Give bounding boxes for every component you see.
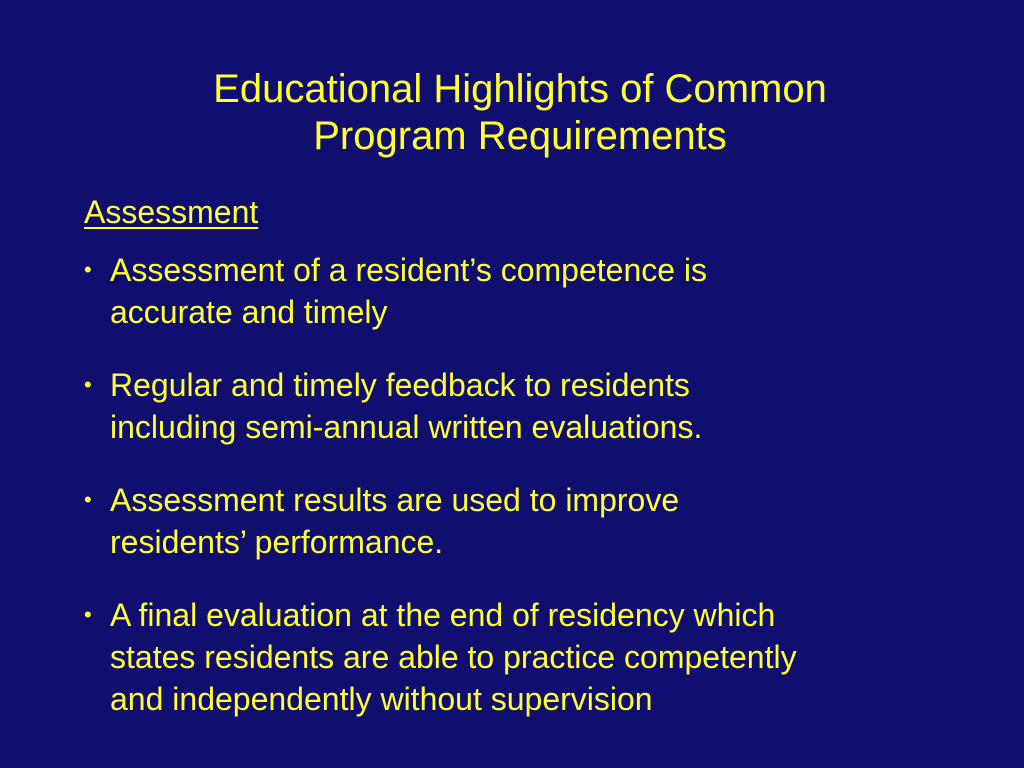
- bullet-item: [84, 249, 984, 333]
- bullet-text-line: accurate and timely: [110, 294, 388, 330]
- bullet-text-line: and independently without supervision: [110, 681, 653, 717]
- slide-title: [60, 66, 980, 160]
- bullet-text-line: including semi-annual written evaluations.: [110, 409, 703, 445]
- bullet-text-line: states residents are able to practice competently: [110, 639, 797, 675]
- bullet-dot-icon: •: [84, 487, 92, 512]
- bullet-dot-icon: •: [84, 602, 92, 627]
- bullet-item: [84, 594, 984, 720]
- bullet-text-line: Assessment results are used to improve: [110, 482, 680, 518]
- bullet-item: [84, 479, 984, 563]
- bullet-dot-icon: •: [84, 257, 92, 282]
- bullet-text-line: Regular and timely feedback to residents: [110, 367, 690, 403]
- bullet-text-line: residents’ performance.: [110, 524, 444, 560]
- bullet-text-line: Assessment of a resident’s competence is: [110, 252, 708, 288]
- slide-title-line-1: Educational Highlights of Common: [213, 67, 827, 111]
- bullet-item: [84, 364, 984, 448]
- section-heading: Assessment: [84, 194, 259, 230]
- bullet-text-line: A final evaluation at the end of residency which: [110, 597, 776, 633]
- slide-title-line-2: Program Requirements: [313, 114, 727, 158]
- bullet-dot-icon: •: [84, 372, 92, 397]
- bullet-list: [84, 249, 984, 751]
